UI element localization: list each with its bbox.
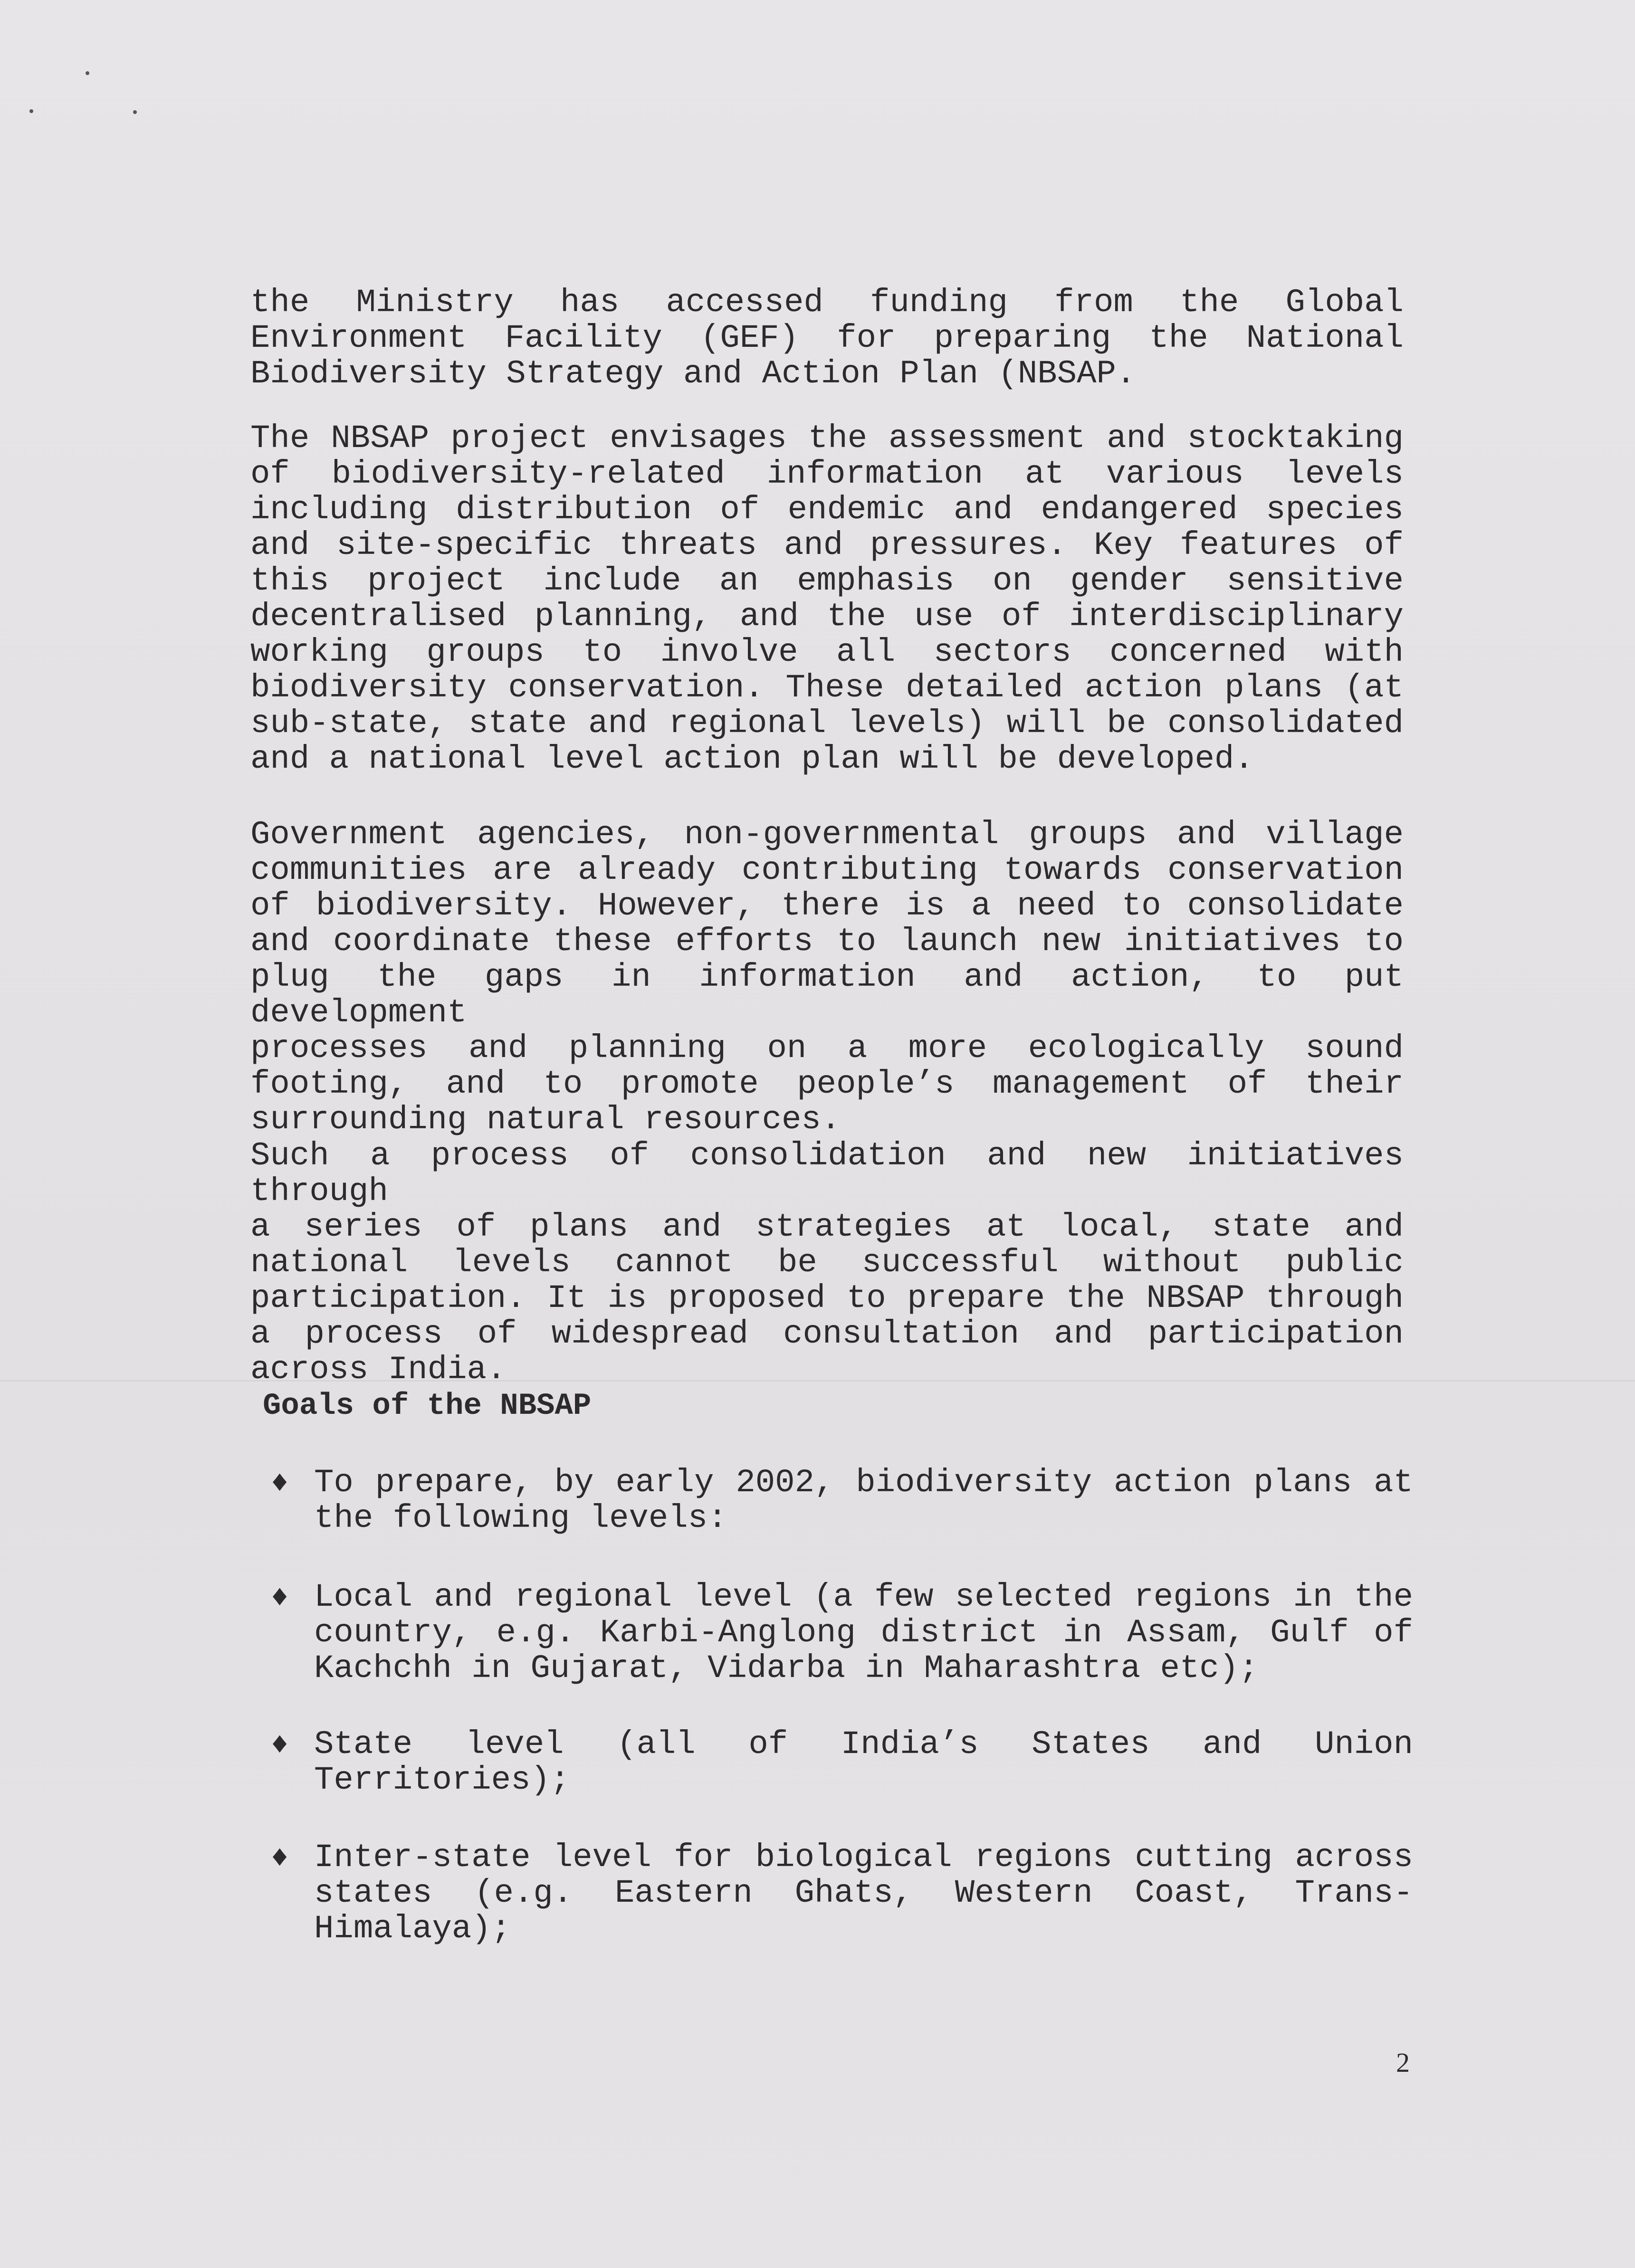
text-line: country, e.g. Karbi-Anglong district in Assam, Gulf of bbox=[314, 1614, 1413, 1651]
text-line: the following levels: bbox=[314, 1500, 727, 1537]
text-line: surrounding natural resources. bbox=[250, 1101, 841, 1138]
scan-speck bbox=[133, 110, 137, 114]
paragraph bbox=[250, 1138, 1404, 1388]
text-line: Government agencies, non-governmental groups and village bbox=[250, 816, 1404, 853]
text-line: The NBSAP project envisages the assessment and stocktaking bbox=[250, 420, 1404, 457]
text-line: Inter-state level for biological regions cutting across bbox=[314, 1839, 1413, 1876]
text-line: Such a process of consolidation and new initiatives through bbox=[250, 1137, 1404, 1210]
text-line: Biodiversity Strategy and Action Plan (NBSAP. bbox=[250, 355, 1136, 392]
text-line: across India. bbox=[250, 1351, 507, 1388]
text-line: decentralised planning, and the use of interdisciplinary bbox=[250, 598, 1404, 635]
diamond-bullet-icon: ♦ bbox=[271, 1841, 289, 1875]
text-line: plug the gaps in information and action, to put development bbox=[250, 959, 1404, 1031]
section-heading: Goals of the NBSAP bbox=[263, 1389, 592, 1423]
bullet-item bbox=[314, 1580, 1413, 1687]
text-line: To prepare, by early 2002, biodiversity action plans at bbox=[314, 1464, 1413, 1501]
text-line: and site-specific threats and pressures. Key features of bbox=[250, 527, 1404, 564]
text-line: the Ministry has accessed funding from the Global bbox=[250, 284, 1404, 321]
text-line: and coordinate these efforts to launch new initiatives to bbox=[250, 923, 1404, 960]
text-line: processes and planning on a more ecologically sound bbox=[250, 1030, 1404, 1067]
diamond-bullet-icon: ♦ bbox=[271, 1728, 289, 1762]
text-line: communities are already contributing towards conservation bbox=[250, 852, 1404, 889]
text-line: footing, and to promote people’s management of their bbox=[250, 1066, 1404, 1103]
text-line: including distribution of endemic and endangered species bbox=[250, 491, 1404, 528]
text-line: a series of plans and strategies at local, state and bbox=[250, 1209, 1404, 1246]
text-line: of biodiversity-related information at various levels bbox=[250, 456, 1404, 493]
text-line: biodiversity conservation. These detailed action plans (at bbox=[250, 669, 1404, 706]
paragraph bbox=[250, 817, 1404, 1138]
text-line: Local and regional level (a few selected regions in the bbox=[314, 1579, 1413, 1616]
bullet-item bbox=[314, 1727, 1413, 1798]
text-line: Territories); bbox=[314, 1762, 570, 1799]
text-line: participation. It is proposed to prepare the NBSAP through bbox=[250, 1280, 1404, 1317]
text-line: national levels cannot be successful without public bbox=[250, 1244, 1404, 1281]
bullet-item bbox=[314, 1465, 1413, 1536]
text-line: sub-state, state and regional levels) will be consolidated bbox=[250, 705, 1404, 742]
text-line: a process of widespread consultation and participation bbox=[250, 1315, 1404, 1353]
text-line: Himalaya); bbox=[314, 1910, 511, 1947]
diamond-bullet-icon: ♦ bbox=[271, 1466, 289, 1500]
diamond-bullet-icon: ♦ bbox=[271, 1581, 289, 1614]
text-line: of biodiversity. However, there is a need to consolidate bbox=[250, 887, 1404, 924]
scan-speck bbox=[86, 71, 89, 75]
text-line: State level (all of India’s States and Union bbox=[314, 1726, 1413, 1763]
text-line: working groups to involve all sectors concerned with bbox=[250, 634, 1404, 671]
text-line: states (e.g. Eastern Ghats, Western Coast, Trans- bbox=[314, 1875, 1413, 1912]
paragraph bbox=[250, 421, 1404, 777]
paragraph bbox=[250, 285, 1404, 392]
text-line: and a national level action plan will be developed. bbox=[250, 741, 1254, 778]
text-line: this project include an emphasis on gender sensitive bbox=[250, 562, 1404, 600]
text-line: Environment Facility (GEF) for preparing the National bbox=[250, 320, 1404, 357]
bullet-item bbox=[314, 1840, 1413, 1947]
page-number: 2 bbox=[1396, 2047, 1410, 2078]
text-line: Kachchh in Gujarat, Vidarba in Maharashtra etc); bbox=[314, 1650, 1259, 1687]
scan-speck bbox=[29, 109, 33, 113]
